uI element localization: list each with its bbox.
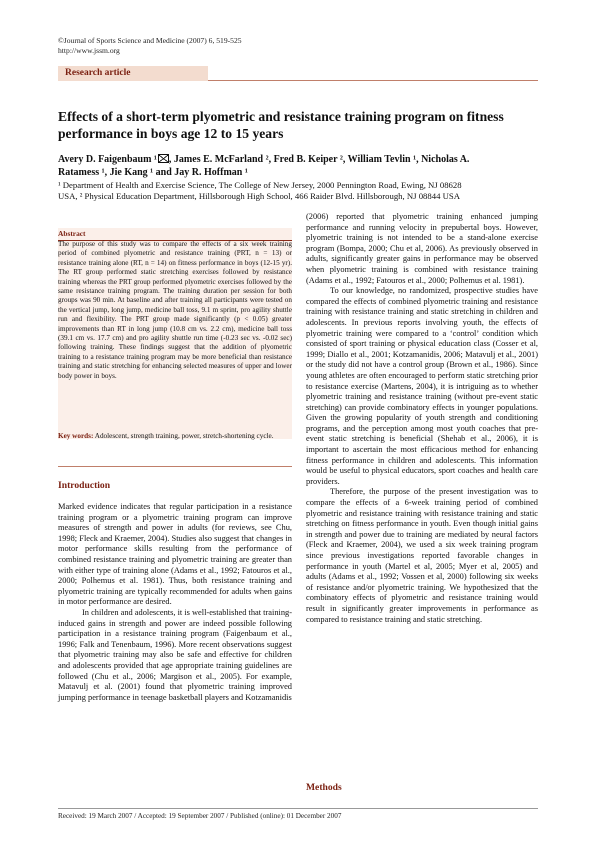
authors-first: Avery D. Faigenbaum ¹ <box>58 154 157 165</box>
author-list <box>58 153 538 179</box>
journal-url[interactable]: http://www.jssm.org <box>58 46 120 55</box>
abstract-box <box>58 228 292 439</box>
article-type-box <box>58 66 208 81</box>
keywords-text: Adolescent, strength training, power, stretch-shortening cycle. <box>94 432 274 440</box>
article-type-banner <box>58 66 538 81</box>
keywords-label: Key words: <box>58 432 94 440</box>
banner-rule <box>208 80 538 81</box>
journal-header <box>58 36 242 56</box>
publication-dates: Received: 19 March 2007 / Accepted: 19 September 2007 / Published (online): 01 December 2007 <box>58 812 342 820</box>
authors-second: Ratamess ¹, Jie Kang ¹ and Jay R. Hoffman ¹ <box>58 167 248 178</box>
footer-rule <box>58 808 538 809</box>
email-envelope-icon[interactable] <box>158 154 169 163</box>
abstract-body: The purpose of this study was to compare the effects of a six week training period of combined plyometric and resistance training (PRT, n = 13) or resistance training alone (RT, n = 14) on fitness performance in boys (12-15 yr). The RT group performed static stretching exercises followed by resistance training whereas the PRT group performed plyometric exercises followed by the same resistance training program. The training duration per session for both groups was 90 min. At baseline and after training all participants were tested on the vertical jump, long jump, medicine ball toss, 9.1 m sprint, pro agility shuttle run and flexibility. The PRT group made significantly (p < 0.05) greater improvements than RT in long jump (10.8 cm vs. 2.2 cm), medicine ball toss (39.1 cm vs. 17.7 cm) and pro agility shuttle run time (-0.23 sec vs. -0.02 sec) following training. These findings suggest that the addition of plyometric training to a resistance training program may be more beneficial than resistance training and static stretching for enhancing selected measures of upper and lower body power in boys. <box>58 240 292 380</box>
affiliations <box>58 180 538 202</box>
affiliation-2: USA, ² Physical Education Department, Hillsborough High School, 466 Raider Blvd. Hillsborough, NJ 08844 USA <box>58 191 460 201</box>
article-title: Effects of a short-term plyometric and resistance training program on fitness performance in boys age 12 to 15 years <box>58 109 504 141</box>
affiliation-1: ¹ Department of Health and Exercise Science, The College of New Jersey, 2000 Pennington Road, Ewing, NJ 08628 <box>58 180 462 190</box>
intro-paragraph-1: Marked evidence indicates that regular participation in a resistance training program or a plyometric training program can improve measures of strength and power in adults (for reviews, see Chu, 1998; Fleck and Kraemer, 2004). Studies also suggest that changes in motor performance skills resulting from the performance of combined resistance training and plyometric training are greater than with either type of training alone (Adams et al., 1992; Fatouros et al., 2000; Polhemus et al. 1981). Thus, both resistance training and plyometric training are typically recommended for adults when gains in motor performance are desired. <box>58 502 292 607</box>
intro-paragraph-2: In children and adolescents, it is well-established that training-induced gains in strength and power are indeed possible following participation in a resistance training program (Faigenbaum et al., 1996; Falk and Tenenbaum, 1996). More recent observations suggest that plyometric training may also be safe and effective for children and adolescents provided that age appropriate training guidelines are followed (Chu et al., 2006; Margison et al., 2005). For example, Matavulj et al. (2001) found that plyometric training improved jumping performance in teenage basketball players and Kotzamanidis <box>58 607 293 702</box>
keywords <box>58 432 292 441</box>
introduction-heading: Introduction <box>58 480 111 491</box>
left-column <box>58 502 292 703</box>
section-divider <box>58 466 292 467</box>
abstract-heading-text: Abstract <box>58 229 86 238</box>
authors-first-rest: , James E. McFarland ², Fred B. Keiper ², William Tevlin ¹, Nicholas A. <box>168 154 470 165</box>
intro-paragraph-3: (2006) reported that plyometric training enhanced jumping performance and running velocity in prepubertal boys. However, plyometric training is not intended to be a stand-alone exercise program (Bompa, 2000; Chu et al, 2006). As previously observed in adults, significantly greater gains in performance may be observed when plyometric training is combined with resistance training (Adams et al., 1992; Fatouros et al., 2000; Polhemus et al. 1981). <box>306 212 538 285</box>
methods-heading: Methods <box>306 782 342 793</box>
article-type-label: Research article <box>65 68 131 78</box>
intro-paragraph-5: Therefore, the purpose of the present investigation was to compare the effects of a 6-week training period of combined plyometric and resistance training with resistance training and static stretching on fitness performance in youth. Even though initial gains in strength and power due to training are mediated by neural factors (Fleck and Kraemer, 2004), we used a six week training program since previous investigations reported favorable changes in performance in youth (Martel et al, 2005; Myer et al, 2005) and adults (Adams et al., 1992; Vossen et al, 2000) following six weeks of resistance and/or plyometric training. We hypothesized that the combinatory effects of plyometric and resistance training would result in significantly greater improvements in performance as compared to resistance training and static stretching. <box>306 487 538 624</box>
intro-paragraph-4: To our knowledge, no randomized, prospective studies have compared the effects of combined plyometric training and resistance training with resistance training and static stretching in children and adolescents. In previous reports involving youth, the effects of plyometric training were compared to a ‘control’ condition which consisted of sport training or physical education class (Cosser et al, 1999; Diallo et al., 2001; Kotzamanidis, 2006; Matavulj et al., 2001) or the study did not have a control group (Brown et al., 1986). Since young athletes are often encouraged to perform static stretching prior to resistance exercise (Martens, 2004), it is intriguing as to whether plyometric training and resistance training (without pre-event static stretching) can provide combinatory effects in younger populations. Given the growing popularity of youth strength and conditioning programs, and the perception among most youth coaches that pre-event static stretching is beneficial (Shehab et al., 2006), it is important to ascertain the most efficacious method for enhancing fitness performance in children and adolescents. This information would be useful to physical educators, sport coaches and health care providers. <box>306 286 538 486</box>
right-column <box>306 212 538 625</box>
journal-citation: ©Journal of Sports Science and Medicine (2007) 6, 519-525 <box>58 36 242 45</box>
